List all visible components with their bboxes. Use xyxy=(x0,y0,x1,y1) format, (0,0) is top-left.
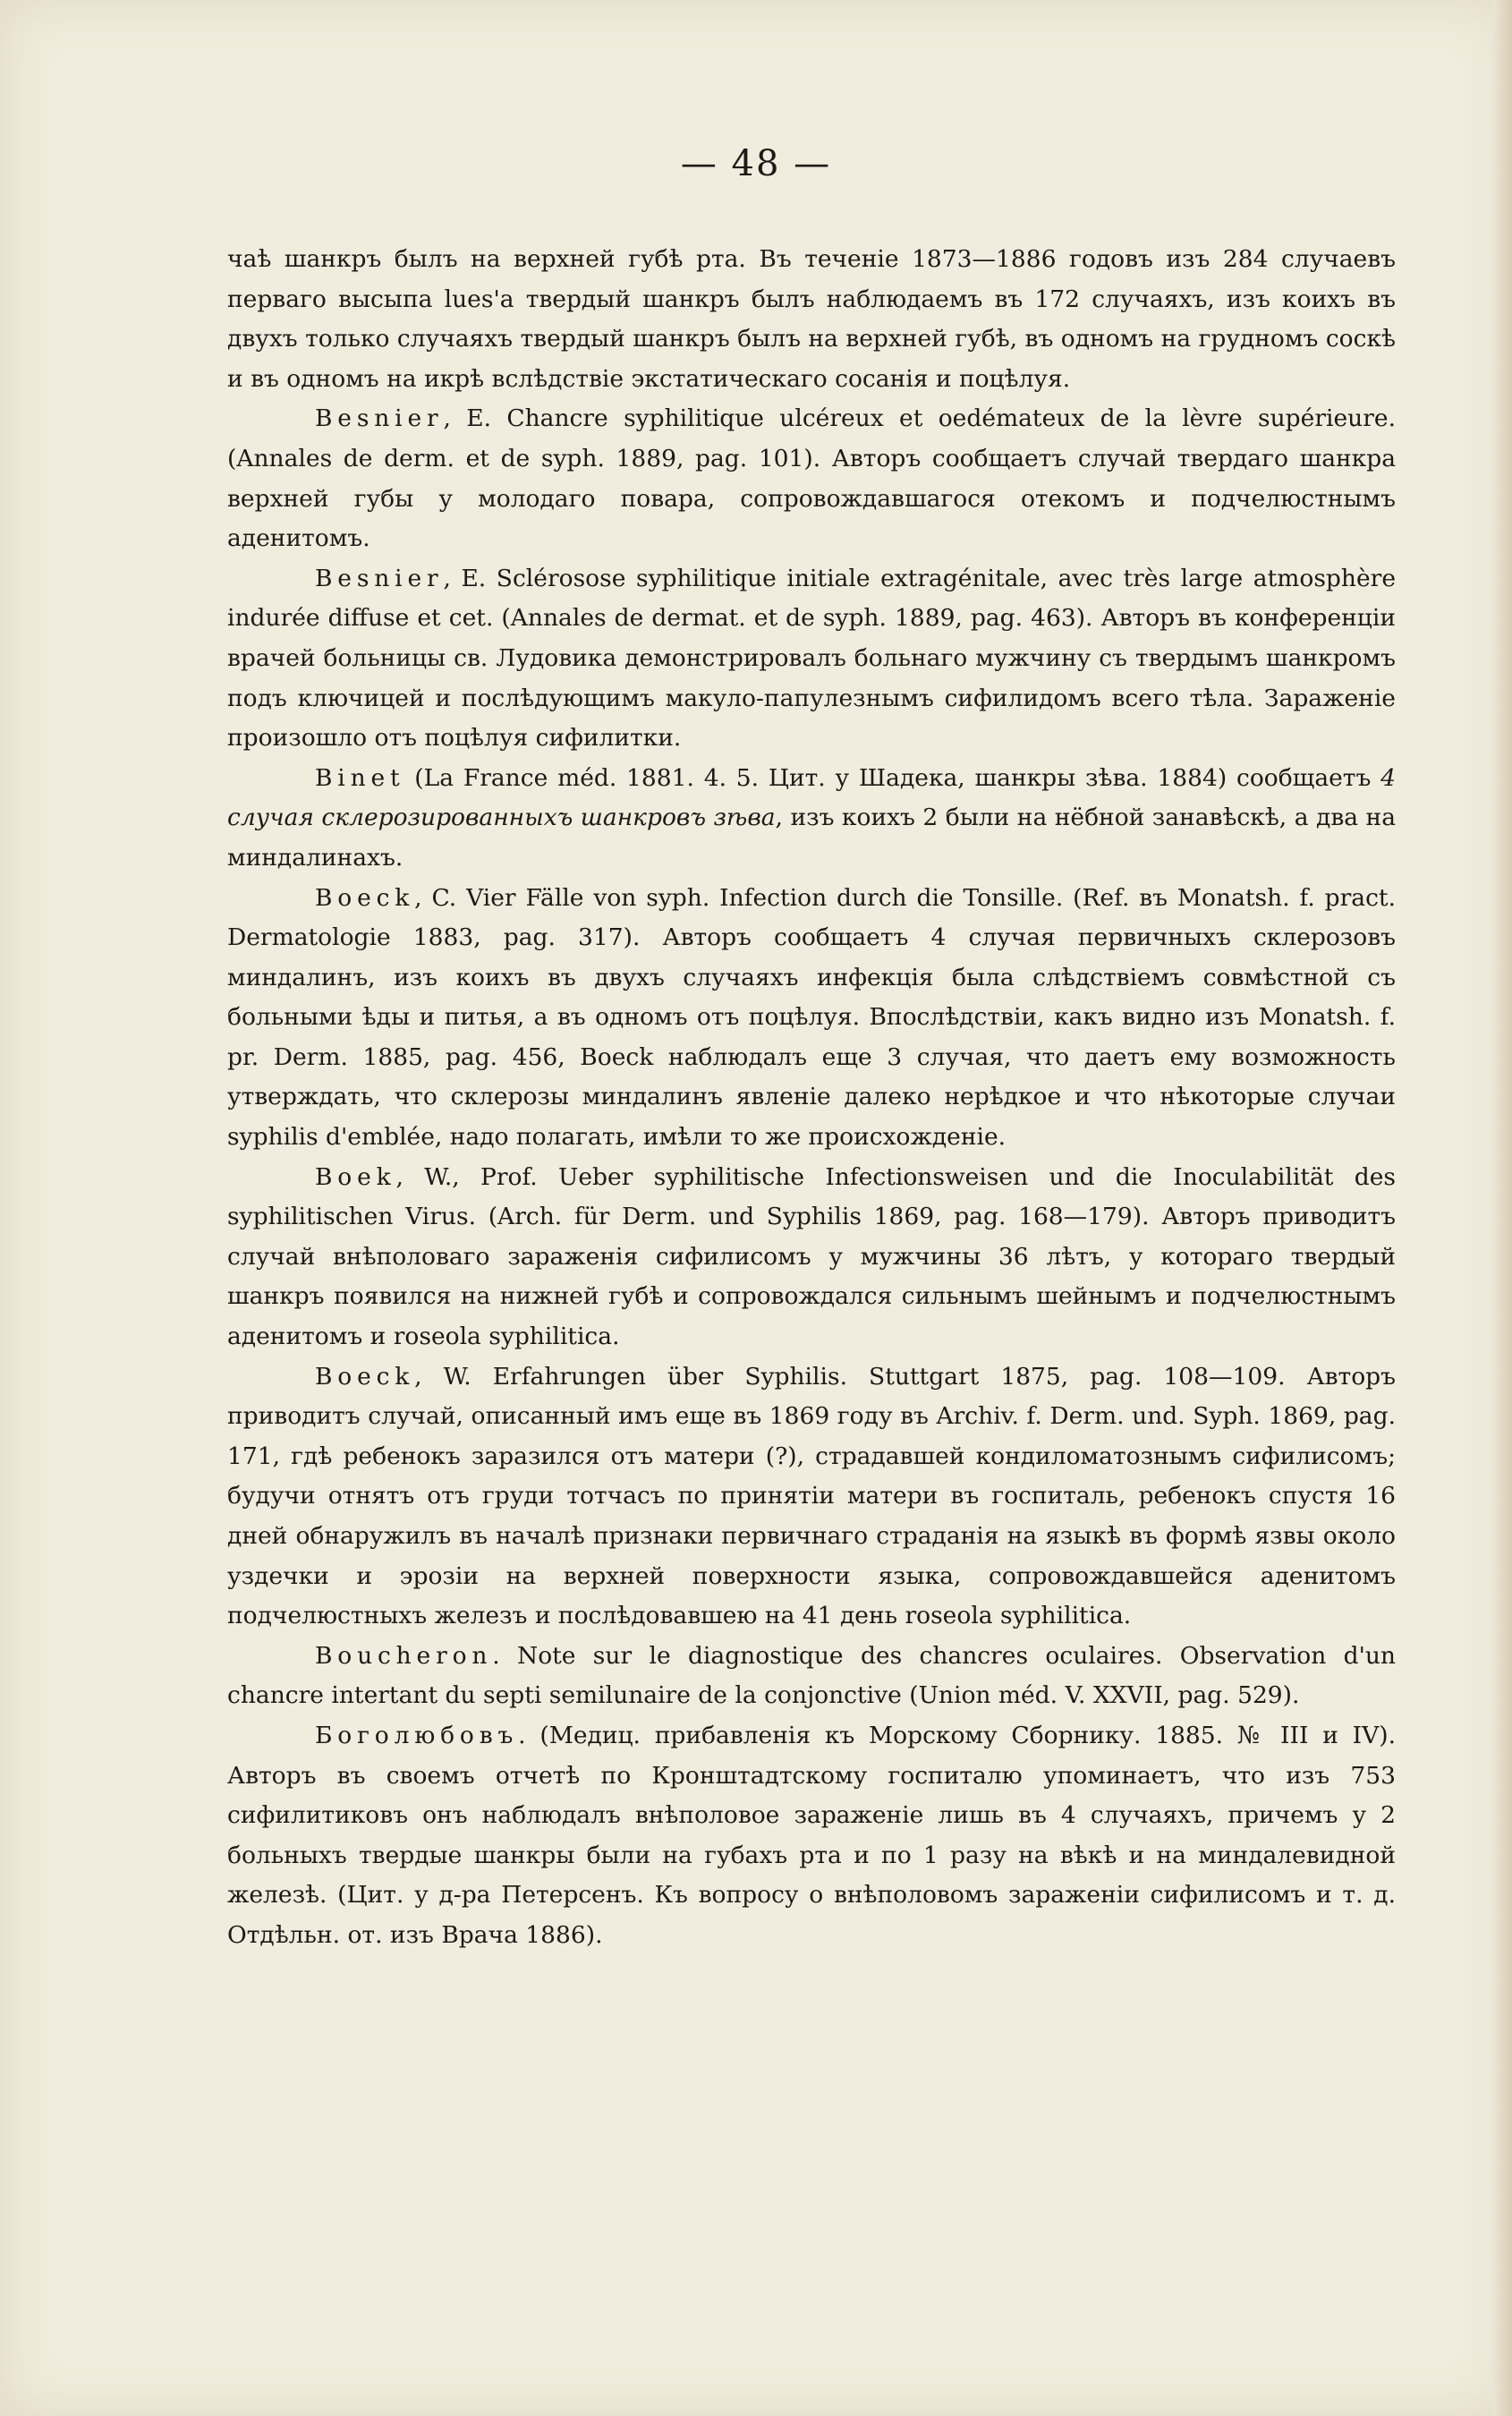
bibliography-entry xyxy=(227,1637,1396,1716)
bibliography-entry xyxy=(227,399,1396,558)
entry-text: . Note sur le diagnostique des chancres oculaires. Observation d'un chancre intertant du septi semilunaire de la conjonctive (Union méd. V. XXVII, pag. 529). xyxy=(227,1641,1396,1710)
entry-author: Boeck xyxy=(315,1362,415,1391)
bibliography-entry xyxy=(227,1357,1396,1637)
paragraph-text: чаѣ шанкръ былъ на верхней губѣ рта. Въ теченіе 1873—1886 годовъ изъ 284 случаевъ перваго высыпа lues'a твердый шанкръ былъ наблюдаемъ въ 172 случаяхъ, изъ коихъ въ двухъ только случаяхъ твердый шанкръ былъ на верхней губѣ, въ одномъ на грудномъ соскѣ и въ одномъ на икрѣ вслѣдствіе экстатическаго сосанія и поцѣлуя. xyxy=(227,245,1396,393)
entry-author: Boeck xyxy=(315,883,415,912)
bibliography-entry xyxy=(227,1716,1396,1956)
entry-text: . (Медиц. прибавленія къ Морскому Сборнику. 1885. № III и IV). Авторъ въ своемъ отчетѣ по Кронштадтскому госпиталю упоминаетъ, что изъ 753 сифилитиковъ онъ наблюдалъ внѣполовое зараженіе лишь въ 4 случаяхъ, причемъ у 2 больныхъ твердые шанкры были на губахъ рта и по 1 разу на вѣкѣ и на миндалевидной железѣ. (Цит. у д-ра Петерсенъ. Къ вопросу о внѣполовомъ зараженіи сифилисомъ и т. д. Отдѣльн. от. изъ Врача 1886). xyxy=(227,1721,1396,1949)
bibliography-entry xyxy=(227,1158,1396,1357)
bibliography-entry xyxy=(227,879,1396,1158)
entry-emphasis: 4 случая склерозированныхъ шанкровъ зѣва xyxy=(227,763,1396,832)
entry-author: Boucheron xyxy=(315,1641,493,1670)
body-text xyxy=(227,240,1396,1956)
entry-text: , E. Chancre syphilitique ulcéreux et oedémateux de la lèvre supérieure. (Annales de derm. et de syph. 1889, pag. 101). Авторъ сообщаетъ случай твердаго шанкра верхней губы у молодаго повара, сопровождавшагося отекомъ и подчелюстнымъ аденитомъ. xyxy=(227,404,1396,553)
entry-author: Binet xyxy=(315,763,405,792)
bibliography-entry xyxy=(227,559,1396,759)
entry-author: Besnier xyxy=(315,564,444,592)
entry-text-after: , изъ коихъ 2 были на нёбной занавѣскѣ, а два на миндалинахъ. xyxy=(227,804,1396,872)
entry-author: Боголюбовъ xyxy=(315,1721,519,1749)
page-edge xyxy=(1492,0,1512,2416)
entry-author: Boek xyxy=(315,1162,396,1191)
page-number: — 48 — xyxy=(680,143,832,184)
entry-text: , W. Erfahrungen über Syphilis. Stuttgart 1875, pag. 108—109. Авторъ приводитъ случай, описанный имъ еще въ 1869 году въ Archiv. f. Derm. und. Syph. 1869, pag. 171, гдѣ ребенокъ заразился отъ матери (?), страдавшей кондиломатознымъ сифилисомъ; будучи отнятъ отъ груди тотчасъ по принятіи матери въ госпиталь, ребенокъ спустя 16 дней обнаружилъ въ началѣ признаки первичнаго страданія на языкѣ въ формѣ язвы около уздечки и эрозіи на верхней поверхности языка, сопровождавшейся аденитомъ подчелюстныхъ железъ и послѣдовавшею на 41 день roseola syphilitica. xyxy=(227,1362,1396,1630)
entry-author: Besnier xyxy=(315,404,444,433)
paragraph-continuation xyxy=(227,240,1396,399)
entry-text: , C. Vier Fälle von syph. Infection durch die Tonsille. (Ref. въ Monatsh. f. pract. Dermatologie 1883, pag. 317). Авторъ сообщаетъ 4 случая первичныхъ склерозовъ миндалинъ, изъ коихъ въ двухъ случаяхъ инфекція была слѣдствіемъ совмѣстной съ больными ѣды и питья, а въ одномъ отъ поцѣлуя. Впослѣдствіи, какъ видно изъ Monatsh. f. pr. Derm. 1885, pag. 456, Boeck наблюдалъ еще 3 случая, что даетъ ему возможность утверждать, что склерозы миндалинъ явленіе далеко нерѣдкое и что нѣкоторые случаи syphilis d'emblée, надо полагать, имѣли то же происхожденіе. xyxy=(227,883,1396,1152)
entry-text: , W., Prof. Ueber syphilitische Infectionsweisen und die Inoculabilität des syphilitischen Virus. (Arch. für Derm. und Syphilis 1869, pag. 168—179). Авторъ приводитъ случай внѣполоваго зараженія сифилисомъ у мужчины 36 лѣтъ, у котораго твердый шанкръ появился на нижней губѣ и сопровождался сильнымъ шейнымъ и подчелюстнымъ аденитомъ и roseola syphilitica. xyxy=(227,1162,1396,1351)
bibliography-entry xyxy=(227,759,1396,879)
entry-text: (La France méd. 1881. 4. 5. Цит. у Шадека, шанкры зѣва. 1884) сообщаетъ xyxy=(404,763,1381,792)
entry-text: , E. Sclérosose syphilitique initiale extragénitale, avec très large atmosphère indurée diffuse et cet. (Annales de dermat. et de syph. 1889, pag. 463). Авторъ въ конференціи врачей больницы св. Лудовика демонстрировалъ больнаго мужчину съ твердымъ шанкромъ подъ ключицей и послѣдующимъ макуло-папулезнымъ сифилидомъ всего тѣла. Зараженіе произошло отъ поцѣлуя сифилитки. xyxy=(227,564,1396,753)
